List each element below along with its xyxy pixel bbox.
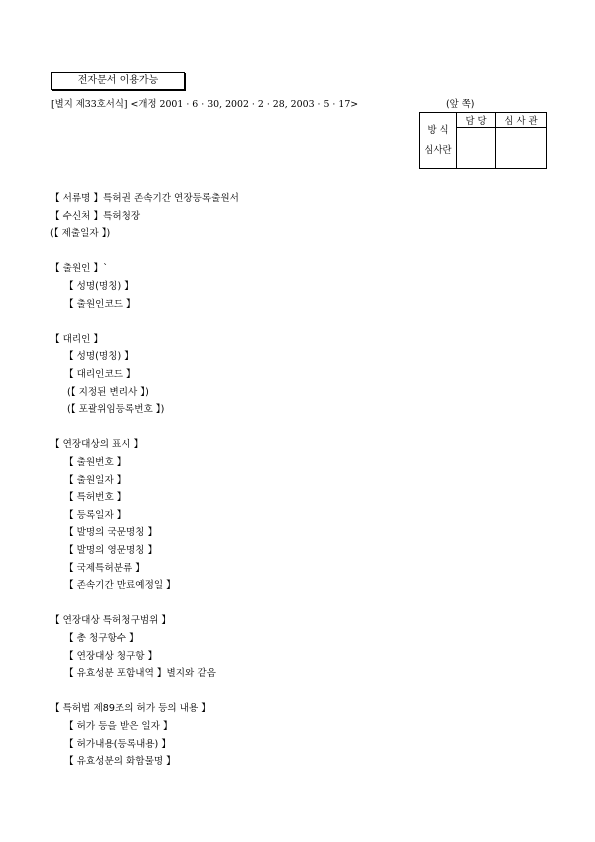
form-field-line: 【 국제특허분류 】 bbox=[64, 562, 145, 574]
form-field-line: 【 출원일자 】 bbox=[64, 474, 127, 486]
form-field-line: 【 출원인 】` bbox=[50, 263, 108, 275]
form-reference: [별지 제33호서식] <개정 2001 · 6 · 30, 2002 · 2 · 28, 2003 · 5 · 17> bbox=[51, 99, 359, 110]
review-cell-examiner bbox=[496, 128, 547, 169]
form-field-line: 【 허가 등을 받은 일자 】 bbox=[64, 721, 173, 732]
form-field-line: 【 발명의 국문명칭 】 bbox=[64, 527, 158, 539]
form-field-line: 【 대리인 】 bbox=[50, 333, 104, 345]
form-field-line: 【 출원인코드 】 bbox=[64, 298, 136, 310]
form-field-line: 【 특허번호 】 bbox=[64, 492, 127, 504]
review-col-staff: 담 당 bbox=[457, 113, 496, 128]
form-field-line: 【 특허법 제89조의 허가 등의 내용 】 bbox=[50, 703, 211, 715]
form-field-line: 【 유효성분 포함내역 】별지와 같음 bbox=[64, 668, 216, 680]
form-field-line: 【 발명의 영문명칭 】 bbox=[64, 545, 158, 556]
form-field-line: (【 포괄위임등록번호 】) bbox=[67, 404, 165, 416]
form-field-line: (【 제출일자 】) bbox=[50, 228, 111, 240]
review-cell-staff bbox=[457, 128, 496, 169]
form-field-line: 【 존속기간 만료예정일 】 bbox=[64, 580, 176, 592]
form-field-line: 【 허가내용(등록내용) 】 bbox=[64, 738, 171, 750]
review-table bbox=[419, 112, 547, 169]
review-row-label-1: 방 식 bbox=[427, 124, 449, 136]
electronic-availability-label: 전자문서 이용가능 bbox=[51, 72, 185, 90]
review-col-examiner: 심 사 관 bbox=[496, 113, 547, 128]
form-field-line: 【 총 청구항수 】 bbox=[64, 633, 139, 644]
form-field-line: 【 서류명 】특허권 존속기간 연장등록출원서 bbox=[50, 193, 239, 204]
form-field-line: 【 수신처 】특허청장 bbox=[50, 210, 141, 222]
form-field-line: (【 지정된 변리사 】) bbox=[67, 386, 149, 398]
form-field-line: 【 연장대상의 표시 】 bbox=[50, 439, 144, 451]
form-field-line: 【 연장대상 청구항 】 bbox=[64, 650, 158, 662]
form-field-line: 【 출원번호 】 bbox=[64, 457, 127, 468]
form-field-line: 【 성명(명칭) 】 bbox=[64, 351, 134, 363]
form-field-line: 【 성명(명칭) 】 bbox=[64, 281, 134, 292]
review-row-label-2: 심사란 bbox=[424, 144, 452, 156]
form-field-line: 【 등록일자 】 bbox=[64, 509, 127, 521]
form-field-line: 【 유효성분의 화합물명 】 bbox=[64, 756, 176, 768]
form-field-line: 【 연장대상 특허청구범위 】 bbox=[50, 615, 172, 627]
front-side-label: (앞 쪽) bbox=[446, 99, 475, 110]
form-field-line: 【 대리인코드 】 bbox=[64, 369, 136, 380]
